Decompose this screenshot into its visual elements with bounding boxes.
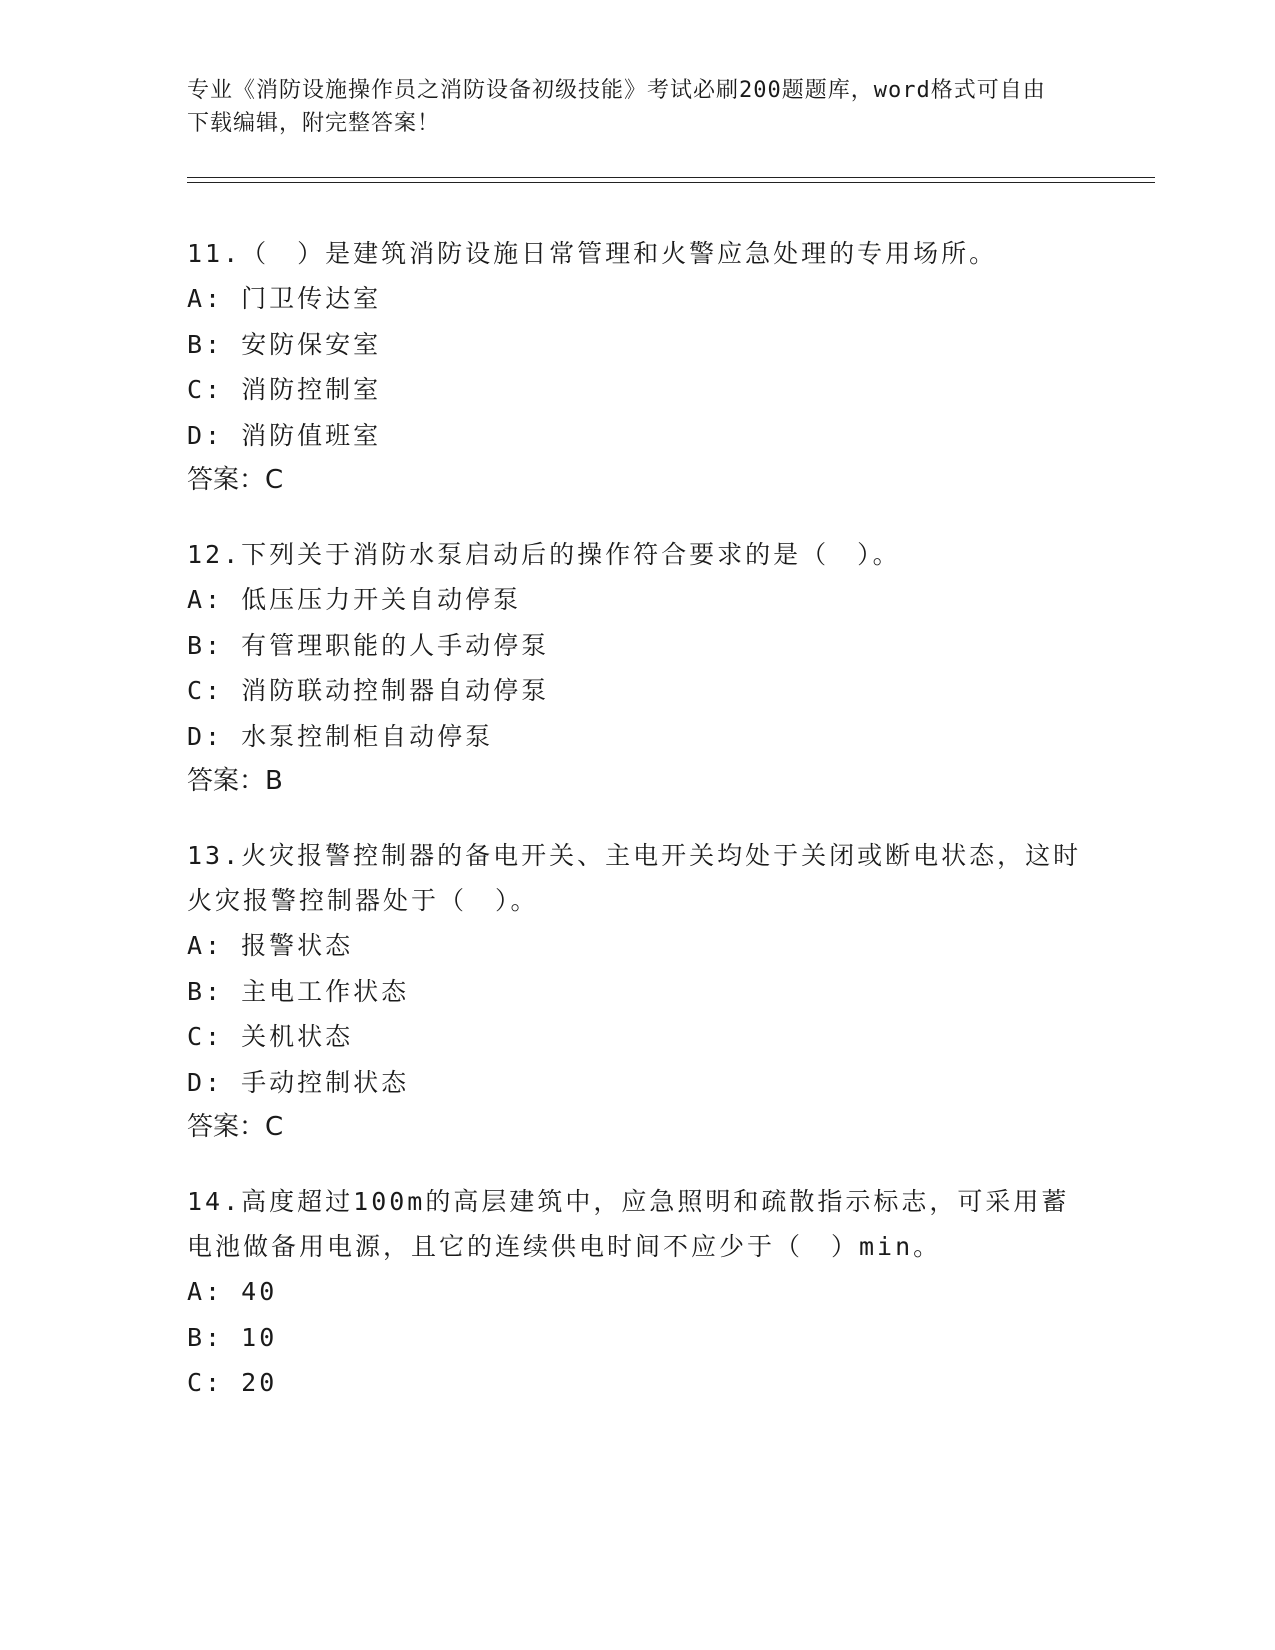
header-divider-top — [187, 177, 1155, 178]
answer-line: 答案：B — [187, 766, 283, 796]
answer-line: 答案：C — [187, 465, 284, 495]
question-11 — [187, 231, 1087, 503]
header-divider-bottom — [187, 182, 1155, 183]
question-stem: 11.（ ）是建筑消防设施日常管理和火警应急处理的专用场所。 — [187, 239, 998, 268]
option-b: B: 主电工作状态 — [187, 976, 410, 1006]
question-stem: 13.火灾报警控制器的备电开关、主电开关均处于关闭或断电状态，这时火灾报警控制器处于（ ）。 — [187, 841, 1082, 915]
document-header: 专业《消防设施操作员之消防设备初级技能》考试必刷200题题库，word格式可自由下载编辑，附完整答案！ — [187, 78, 1046, 136]
question-list — [187, 231, 1087, 1435]
question-stem: 14.高度超过100m的高层建筑中，应急照明和疏散指示标志，可采用蓄电池做备用电源，且它的连续供电时间不应少于（ ）min。 — [187, 1187, 1070, 1261]
option-b: B: 10 — [187, 1322, 278, 1352]
option-c: C: 消防控制室 — [187, 375, 382, 404]
option-a: A: 门卫传达室 — [187, 284, 382, 313]
question-14 — [187, 1179, 1087, 1406]
option-d: D: 水泵控制柜自动停泵 — [187, 721, 494, 751]
question-12 — [187, 532, 1087, 804]
option-c: C: 消防联动控制器自动停泵 — [187, 676, 550, 705]
option-a: A: 40 — [187, 1277, 278, 1306]
answer-line: 答案：C — [187, 1112, 284, 1142]
option-b: B: 安防保安室 — [187, 329, 382, 359]
option-d: D: 手动控制状态 — [187, 1067, 410, 1097]
option-b: B: 有管理职能的人手动停泵 — [187, 630, 550, 660]
question-13 — [187, 833, 1087, 1150]
option-a: A: 报警状态 — [187, 931, 354, 960]
option-d: D: 消防值班室 — [187, 420, 382, 450]
option-a: A: 低压压力开关自动停泵 — [187, 585, 522, 614]
option-c: C: 20 — [187, 1368, 278, 1397]
option-c: C: 关机状态 — [187, 1022, 354, 1051]
question-stem: 12.下列关于消防水泵启动后的操作符合要求的是（ ）。 — [187, 540, 901, 569]
